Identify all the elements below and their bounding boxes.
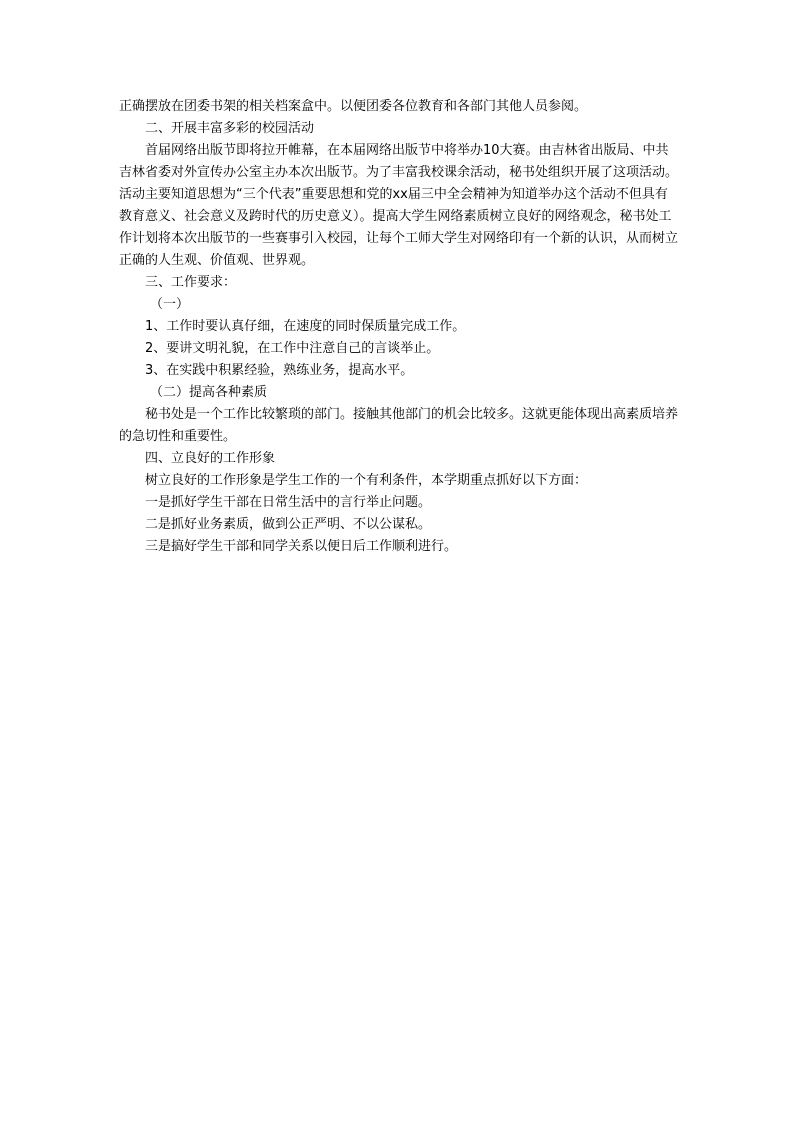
document-body <box>119 96 679 558</box>
list-item-focus-3: 三是搞好学生干部和同学关系以便日后工作顺利进行。 <box>145 539 458 554</box>
paragraph-publishing-festival: 首届网络出版节即将拉开帷幕，在本届网络出版节中将举办10大赛。由吉林省出版局、中共吉林省委对外宣传办公室主办本次出版节。为了丰富我校课余活动，秘书处组织开展了这项活动。活动主要知道思想为“三个代表”重要思想和党的xx届三中全会精神为知道举办这个活动不但具有教育意义、社会意义及跨时代的历史意义）。提高大学生网络素质树立良好的网络观念，秘书处工作计划将本次出版节的一些赛事引入校园，让每个工师大学生对网络印有一个新的认识，从而树立正确的人生观、价值观、世界观。 <box>119 143 679 268</box>
paragraph-archive-note: 正确摆放在团委书架的相关档案盒中。以便团委各位教育和各部门其他人员参阅。 <box>119 99 588 114</box>
section-heading-campus-activities: 二、开展丰富多彩的校园活动 <box>145 121 315 136</box>
list-item-focus-1: 一是抓好学生干部在日常生活中的言行举止问题。 <box>145 495 432 510</box>
paragraph-secretariat-role: 秘书处是一个工作比较繁琐的部门。接触其他部门的机会比较多。这就更能体现出高素质培养的急切性和重要性。 <box>119 407 679 444</box>
list-item-focus-2: 二是抓好业务素质，做到公正严明、不以公谋私。 <box>145 517 432 532</box>
subsection-heading-two: （二）提高各种素质 <box>150 385 268 400</box>
paragraph-work-image-intro: 树立良好的工作形象是学生工作的一个有利条件，本学期重点抓好以下方面： <box>145 473 588 488</box>
list-item-requirement-1: 1、工作时要认真仔细，在速度的同时保质量完成工作。 <box>145 319 466 334</box>
section-heading-work-image: 四、立良好的工作形象 <box>145 451 276 466</box>
section-heading-work-requirements: 三、工作要求： <box>145 275 237 290</box>
subsection-heading-one: （一） <box>150 297 190 312</box>
list-item-requirement-2: 2、要讲文明礼貌，在工作中注意自己的言谈举止。 <box>145 341 440 356</box>
list-item-requirement-3: 3、在实践中积累经验，熟练业务，提高水平。 <box>145 363 414 378</box>
